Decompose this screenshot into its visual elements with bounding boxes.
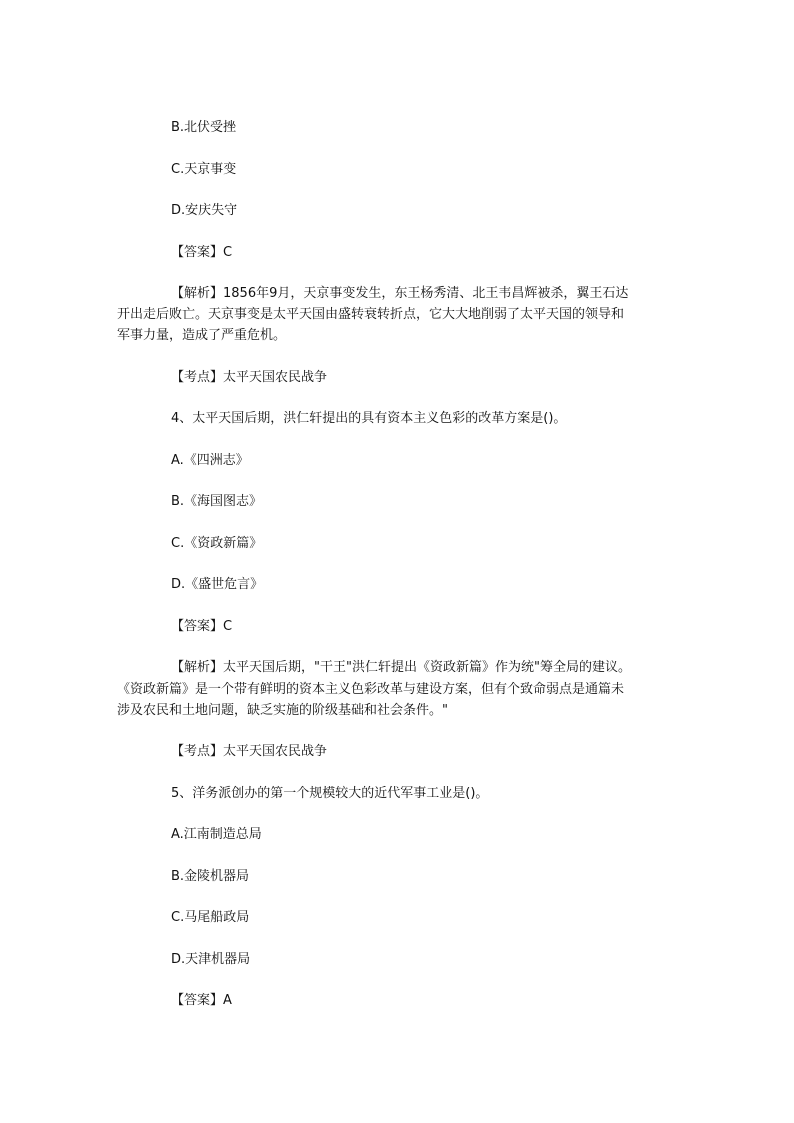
q3-answer: 【答案】C	[171, 245, 233, 260]
q4-topic: 【考点】太平天国农民战争	[171, 744, 328, 759]
q3-option-c: C.天京事变	[171, 162, 237, 177]
q4-option-c: C.《资政新篇》	[171, 536, 263, 551]
q4-option-b: B.《海国图志》	[171, 494, 263, 509]
q4-analysis-line-3: 涉及农民和土地问题，缺乏实施的阶级基础和社会条件。"	[117, 703, 448, 718]
q3-topic: 【考点】太平天国农民战争	[171, 370, 328, 385]
q4-option-d: D.《盛世危言》	[171, 577, 264, 592]
q3-option-b: B.北伏受挫	[171, 120, 237, 135]
q5-question: 5、洋务派创办的第一个规模较大的近代军事工业是()。	[171, 786, 489, 801]
q5-option-a: A.江南制造总局	[171, 827, 262, 842]
q3-analysis-line-2: 开出走后败亡。天京事变是太平天国由盛转衰转折点，它大大地削弱了太平天国的领导和	[117, 307, 625, 322]
q5-option-c: C.马尾船政局	[171, 910, 250, 925]
q3-analysis-line-1: 【解析】1856年9月，天京事变发生，东王杨秀清、北王韦昌辉被杀，翼王石达	[171, 286, 629, 301]
q5-answer: 【答案】A	[171, 993, 232, 1008]
q4-option-a: A.《四洲志》	[171, 453, 249, 468]
q4-answer: 【答案】C	[171, 619, 233, 634]
q4-question: 4、太平天国后期，洪仁轩提出的具有资本主义色彩的改革方案是()。	[171, 411, 567, 426]
q3-option-d: D.安庆失守	[171, 203, 238, 218]
q4-analysis-line-2: 《资政新篇》是一个带有鲜明的资本主义色彩改革与建设方案，但有个致命弱点是通篇未	[117, 682, 625, 697]
q5-option-b: B.金陵机器局	[171, 869, 250, 884]
q4-analysis-line-1: 【解析】太平天国后期，"干王"洪仁轩提出《资政新篇》作为统"筹全局的建议。	[171, 660, 631, 675]
q5-option-d: D.天津机器局	[171, 952, 251, 967]
q3-analysis-line-3: 军事力量，造成了严重危机。	[117, 328, 287, 343]
